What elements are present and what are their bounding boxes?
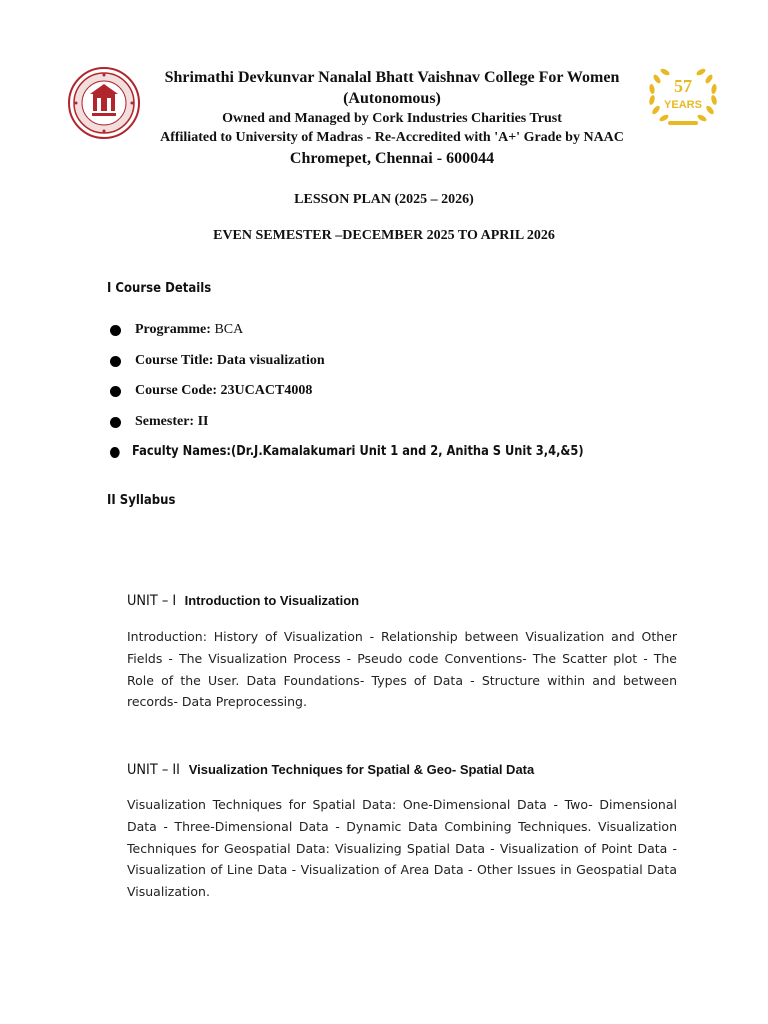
list-item-faculty (110, 441, 625, 472)
unit-2-label: UNIT – II (127, 762, 180, 778)
programme-label: Programme: (135, 322, 211, 337)
college-seal-logo (68, 67, 140, 139)
list-item-programme (110, 319, 695, 350)
semester-line: EVEN SEMESTER –DECEMBER 2025 TO APRIL 2026 (213, 228, 555, 243)
unit-1-label: UNIT – I (127, 593, 177, 609)
course-details-list (110, 319, 695, 472)
course-details-heading: I Course Details (107, 281, 212, 296)
college-affiliation: Affiliated to University of Madras - Re-Accredited with 'A+' Grade by NAAC (160, 130, 624, 145)
list-item-course-title (110, 350, 695, 381)
bullet-icon (110, 447, 120, 458)
bullet-icon (110, 325, 121, 336)
lesson-plan-title: LESSON PLAN (2025 – 2026) (294, 192, 474, 207)
college-status: (Autonomous) (343, 90, 441, 107)
unit-1-content: Introduction: History of Visualization - Relationship between Visualization and Other Fields - The Visualization Process - Pseudo code Conventions- The Scatter plot - The Role of the User. Data Foundations- Types of Data - Structure within and between records- Data Preprocessing. (127, 629, 677, 710)
syllabus-heading: II Syllabus (107, 493, 176, 508)
faculty-names: Faculty Names:(Dr.J.Kamalakumari Unit 1 and 2, Anitha S Unit 3,4,&5) (132, 444, 584, 459)
badge-text: YEARS (664, 99, 702, 111)
college-address: Chromepet, Chennai - 600044 (289, 150, 495, 167)
unit-1-heading (127, 593, 359, 609)
college-name: Shrimathi Devkunvar Nanalal Bhatt Vaishnav College For Women (164, 69, 620, 86)
college-header (150, 67, 634, 171)
college-ownership: Owned and Managed by Cork Industries Charities Trust (222, 111, 562, 126)
course-code: Course Code: 23UCACT4008 (135, 383, 313, 398)
list-item-semester (110, 411, 695, 442)
unit-2-content: Visualization Techniques for Spatial Data: One-Dimensional Data - Two- Dimensional Data - Three-Dimensional Data - Dynamic Data Combining Techniques. Visualization Techniques for Geospatial Data: Visualizing Spatial Data - Visualization of Point Data - Visualization of Line Data - Visualization of Area Data - Other Issues in Geospatial Data Visualization. (127, 797, 677, 900)
programme-value: BCA (210, 322, 244, 337)
list-item-course-code (110, 380, 695, 411)
unit-2-title: Visualization Techniques for Spatial & Geo- Spatial Data (188, 762, 535, 777)
unit-1-title: Introduction to Visualization (184, 593, 360, 608)
bullet-icon (110, 356, 121, 367)
unit-2-heading (127, 762, 534, 778)
bullet-icon (110, 386, 121, 397)
course-title: Course Title: Data visualization (135, 352, 325, 368)
badge-number: 57 (674, 76, 692, 96)
semester: Semester: II (135, 413, 209, 429)
bullet-icon (110, 417, 121, 428)
anniversary-badge-logo (644, 64, 722, 130)
